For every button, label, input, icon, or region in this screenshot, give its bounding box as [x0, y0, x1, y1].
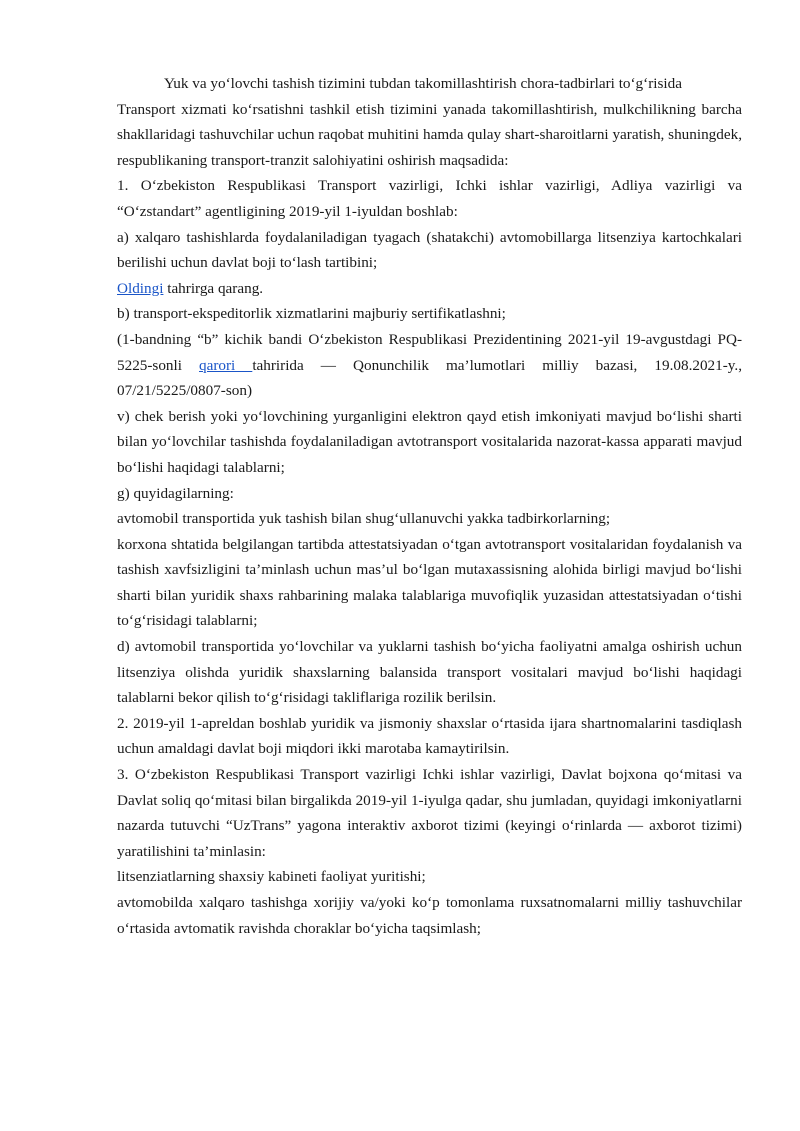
clause-1a: a) xalqaro tashishlarda foydalaniladigan tyagach (shatakchi) avtomobillarga litsenziya kartochkalari berilishi uchun davlat boji to‘lash tartibini;	[117, 228, 742, 272]
clause-1: 1. O‘zbekiston Respublikasi Transport vazirligi, Ichki ishlar vazirligi, Adliya vazirligi va “O‘zstandart” agentligining 2019-yil 1-iyuldan boshlab:	[117, 177, 742, 220]
clause-1b: b) transport-ekspeditorlik xizmatlarini majburiy sertifikatlashni;	[117, 305, 506, 323]
previous-edition-text: tahrirga qarang.	[163, 279, 264, 297]
previous-edition-note	[117, 276, 742, 302]
clause-1g: g) quyidagilarning:	[117, 484, 234, 502]
clause-2: 2. 2019-yil 1-apreldan boshlab yuridik va jismoniy shaxslar o‘rtasida ijara shartnomalarini tasdiqlash uchun amaldagi davlat boji miqdori ikki marotaba kamaytirilsin.	[117, 714, 742, 758]
decree-link[interactable]: qarori	[199, 356, 253, 374]
clause-1g-item-2: korxona shtatida belgilangan tartibda attestatsiyadan o‘tgan avtotransport vositalaridan foydalanish va tashish xavfsizligini ta’minlash uchun mas’ul bo‘lgan mutaxassisning alohida birligi mavjud bo‘lishi sharti bilan yuridik shaxs rahbarining malaka talablariga muvofiqlik yuzasidan attestatsiyadan o‘tishi to‘g‘risidagi talablarni;	[117, 535, 742, 630]
clause-1d: d) avtomobil transportida yo‘lovchilar va yuklarni tashish bo‘yicha faoliyatni amalga oshirish uchun litsenziya olishda yuridik shaxslarning balansida transport vositalari mavjud bo‘lishi haqidagi talablarni bekor qilish to‘g‘risidagi takliflariga rozilik berilsin.	[117, 638, 742, 707]
document-page	[117, 71, 742, 941]
clause-3-item-2: avtomobilda xalqaro tashishga xorijiy va/yoki ko‘p tomonlama ruxsatnomalarni milliy tashuvchilar o‘rtasida avtomatik ravishda choraklar bo‘yicha taqsimlash;	[117, 894, 742, 937]
clause-1v: v) chek berish yoki yo‘lovchining yurganligini elektron qayd etish imkoniyati mavjud bo‘lishi sharti bilan yo‘lovchilar tashishda foydalaniladigan avtotransport vositalarida nazorat-kassa apparati mavjud bo‘lishi haqidagi talablarni;	[117, 407, 742, 476]
document-title: Yuk va yo‘lovchi tashish tizimini tubdan takomillashtirish chora-tadbirlari to‘g‘risida	[164, 75, 682, 92]
clause-3-item-1: litsenziatlarning shaxsiy kabineti faoliyat yuritishi;	[117, 868, 426, 886]
amendment-note-end: tahririda — Qonunchilik ma’lumotlari milliy bazasi, 19.08.2021-y., 07/21/5225/0807-son)	[117, 356, 742, 400]
amendment-note-start: (1-bandning “b” kichik bandi O‘zbekiston Respublikasi Prezidentining 2021-yil 19-avgustdagi PQ-5225-sonli	[117, 330, 742, 374]
clause-3: 3. O‘zbekiston Respublikasi Transport vazirligi Ichki ishlar vazirligi, Davlat bojxona qo‘mitasi va Davlat soliq qo‘mitasi bilan birgalikda 2019-yil 1-iyulga qadar, shu jumladan, quyidagi imkoniyatlarni nazarda tutuvchi “UzTrans” yagona interaktiv axborot tizimi (keyingi o‘rinlarda — axborot tizimi) yaratilishini ta’minlasin:	[117, 766, 742, 860]
clause-1g-item-1: avtomobil transportida yuk tashish bilan shug‘ullanuvchi yakka tadbirkorlarning;	[117, 510, 611, 528]
amendment-note	[117, 327, 742, 404]
preamble-paragraph: Transport xizmati ko‘rsatishni tashkil etish tizimini yanada takomillashtirish, mulkchilikning barcha shakllaridagi tashuvchilar uchun raqobat muhitini hamda qulay shart-sharoitlarni yaratish, shuningdek, respublikaning transport-tranzit salohiyatini oshirish maqsadida:	[117, 100, 742, 169]
previous-edition-link[interactable]: Oldingi	[117, 279, 164, 297]
